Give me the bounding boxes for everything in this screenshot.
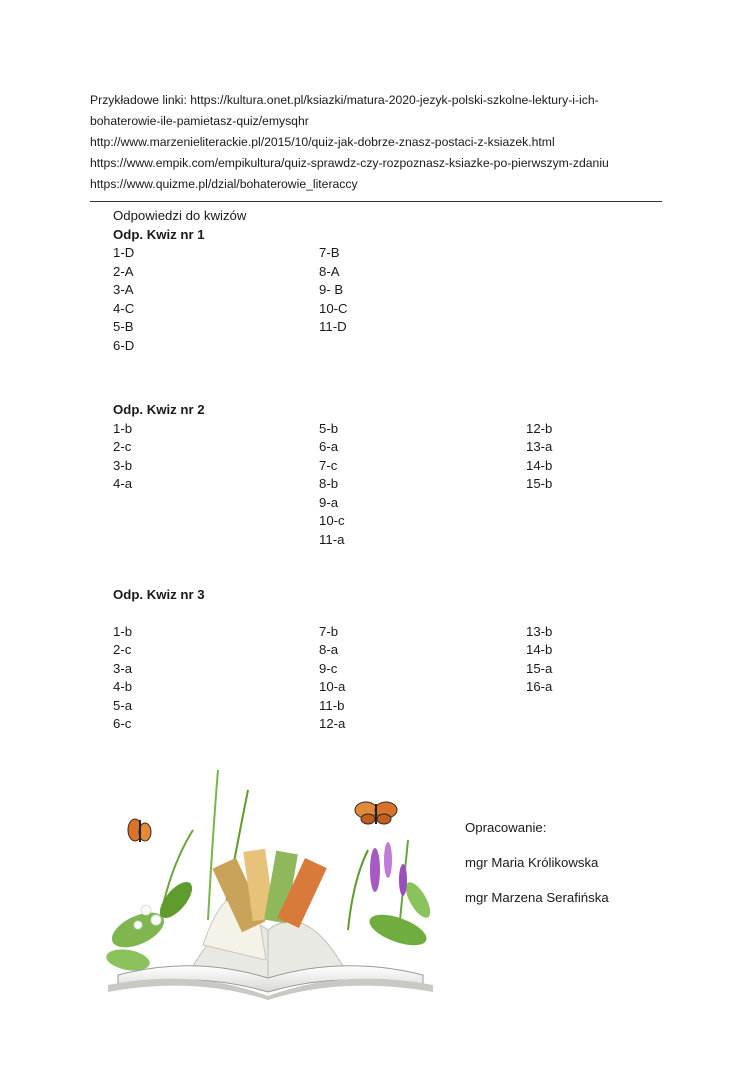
answer-item: 8-A (319, 263, 340, 279)
quiz-3-column-2 (319, 623, 345, 734)
answer-item: 16-a (526, 679, 553, 694)
answer-item: 1-D (113, 245, 135, 260)
answer-item: 6-D (113, 337, 135, 353)
answer-item: 6-c (113, 716, 132, 731)
quiz-2-title: Odp. Kwiz nr 2 (113, 402, 205, 417)
links-line-2: bohaterowie-ile-pamietasz-quiz/emysqhr (90, 114, 309, 128)
answer-item: 3-b (113, 457, 133, 473)
answer-item: 4-C (113, 300, 135, 316)
credits (465, 819, 609, 924)
answer-item: 5-a (113, 697, 133, 713)
answer-item: 15-a (526, 660, 553, 676)
quiz-2-column-1 (113, 420, 132, 494)
quiz-2-column-2 (319, 420, 345, 550)
answer-item: 1-b (113, 420, 133, 436)
links-line-3: http://www.marzenieliterackie.pl/2015/10/quiz-jak-dobrze-znasz-postaci-z-ksiazek.html (90, 135, 555, 149)
answer-item: 3-a (113, 660, 133, 676)
answer-item: 12-b (526, 420, 553, 436)
answer-item: 5-b (319, 420, 339, 436)
answer-item: 2-A (113, 263, 134, 279)
answer-item: 2-c (113, 642, 132, 657)
credits-heading: Opracowanie: (465, 820, 547, 835)
answers-section (113, 207, 633, 734)
answer-item: 7-b (319, 623, 339, 639)
quiz-3-column-3 (526, 623, 552, 697)
answer-item: 9- B (319, 282, 344, 297)
answer-item: 9-a (319, 494, 339, 510)
answer-item: 6-a (319, 439, 339, 454)
author-1: mgr Maria Królikowska (465, 855, 599, 870)
answer-item: 5-B (113, 319, 134, 334)
answer-item: 1-b (113, 623, 133, 639)
answer-item: 12-a (319, 716, 346, 731)
open-book-with-flowers-and-butterflies-icon (98, 760, 443, 1000)
answer-item: 10-c (319, 513, 345, 528)
answer-item: 11-D (319, 319, 347, 334)
answer-item: 8-a (319, 642, 339, 657)
answer-item: 14-b (526, 642, 553, 657)
answer-item: 13-a (526, 439, 553, 454)
quiz-3-answers (113, 623, 633, 734)
answers-heading: Odpowiedzi do kwizów (113, 208, 247, 223)
answer-item: 13-b (526, 623, 553, 639)
quiz-1-title: Odp. Kwiz nr 1 (113, 226, 205, 242)
quiz-2-answers (113, 420, 633, 550)
quiz-1-answers (113, 244, 633, 355)
answer-item: 3-A (113, 282, 134, 297)
example-links (90, 90, 680, 195)
quiz-3-title: Odp. Kwiz nr 3 (113, 586, 205, 602)
answer-item: 4-a (113, 476, 133, 491)
links-line-4: https://www.empik.com/empikultura/quiz-sprawdz-czy-rozpoznasz-ksiazke-po-pierwszym-zdaniu (90, 156, 609, 170)
answer-item: 15-b (526, 476, 553, 491)
links-line-5: https://www.quizme.pl/dzial/bohaterowie_literaccy (90, 177, 358, 191)
answer-item: 11-b (319, 697, 345, 713)
answer-item: 10-C (319, 300, 348, 316)
answer-item: 7-c (319, 457, 338, 473)
answer-item: 10-a (319, 679, 346, 694)
quiz-1-column-2 (319, 244, 348, 337)
author-2: mgr Marzena Serafińska (465, 890, 609, 905)
quiz-2-column-3 (526, 420, 552, 494)
answer-item: 7-B (319, 245, 340, 260)
quiz-3-column-1 (113, 623, 132, 734)
answer-item: 9-c (319, 660, 338, 676)
answer-item: 14-b (526, 457, 553, 473)
answer-item: 2-c (113, 439, 132, 454)
quiz-1-column-1 (113, 244, 134, 355)
horizontal-rule (90, 201, 662, 202)
answer-item: 8-b (319, 476, 339, 491)
answer-item: 11-a (319, 531, 345, 547)
links-line-1: Przykładowe linki: https://kultura.onet.pl/ksiazki/matura-2020-jezyk-polski-szkolne-lektury-i-ich- (90, 93, 599, 107)
answer-item: 4-b (113, 679, 133, 694)
